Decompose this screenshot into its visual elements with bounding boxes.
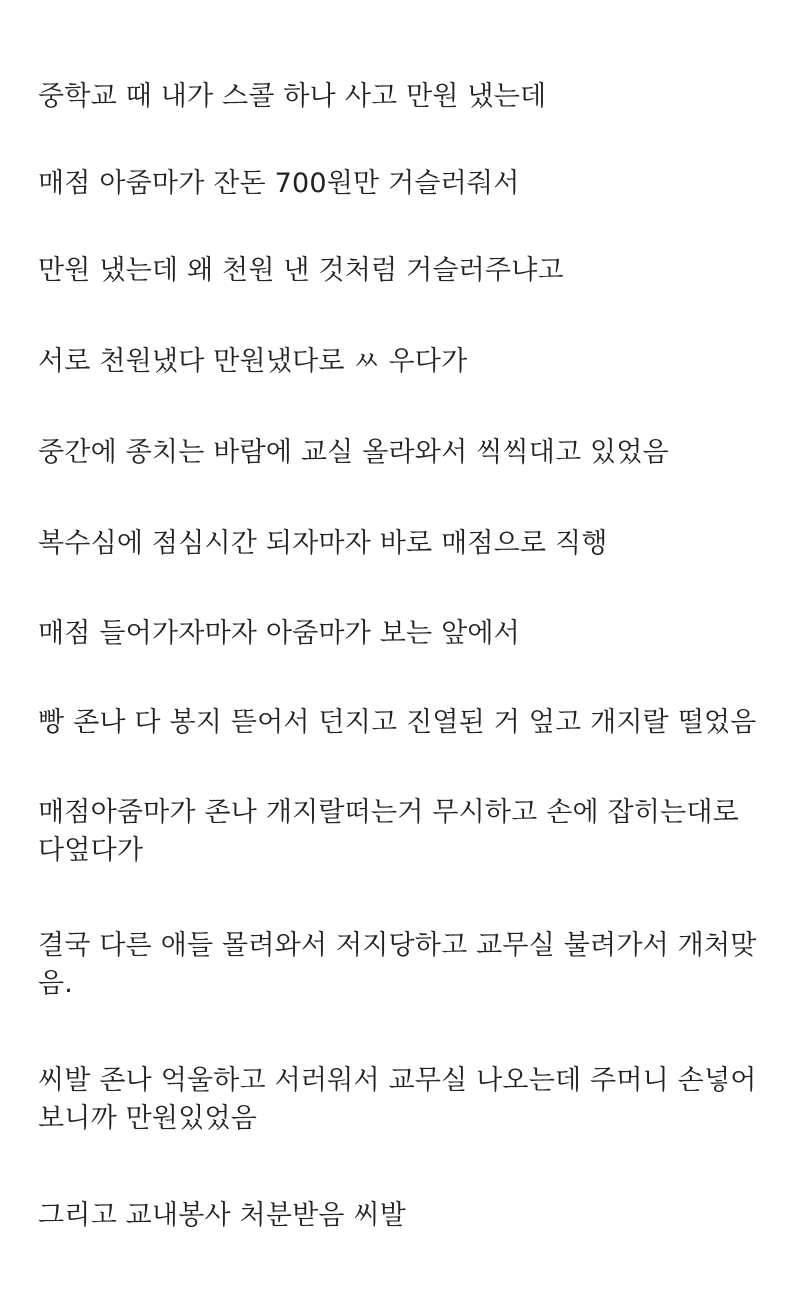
paragraph-2: 매점 아줌마가 잔돈 700원만 거슬러줘서 [38,168,520,199]
paragraph-1: 중학교 때 내가 스콜 하나 사고 만원 냈는데 [38,81,547,112]
paragraph-9: 매점아줌마가 존나 개지랄떠는거 무시하고 손에 잡히는대로 다엎다가 [38,797,739,866]
paragraph-6: 복수심에 점심시간 되자마자 바로 매점으로 직행 [38,528,608,559]
paragraph-11: 씨발 존나 억울하고 서러워서 교무실 나오는데 주머니 손넣어 보니까 만원있었음 [38,1065,757,1134]
paragraph-7: 매점 들어가자마자 아줌마가 보는 앞에서 [38,618,520,649]
paragraph-4: 서로 천원냈다 만원냈다로 ㅆ 우다가 [38,346,468,377]
paragraph-5: 중간에 종치는 바람에 교실 올라와서 씩씩대고 있었음 [38,437,669,468]
paragraph-12: 그리고 교내봉사 처분받음 씨발 [38,1200,407,1231]
paragraph-3: 만원 냈는데 왜 천원 낸 것처럼 거슬러주냐고 [38,255,564,286]
paragraph-10: 결국 다른 애들 몰려와서 저지당하고 교무실 불려가서 개처맞 음. [38,930,757,999]
paragraph-8: 빵 존나 다 봉지 뜯어서 던지고 진열된 거 엎고 개지랄 떨었음 [38,707,757,738]
